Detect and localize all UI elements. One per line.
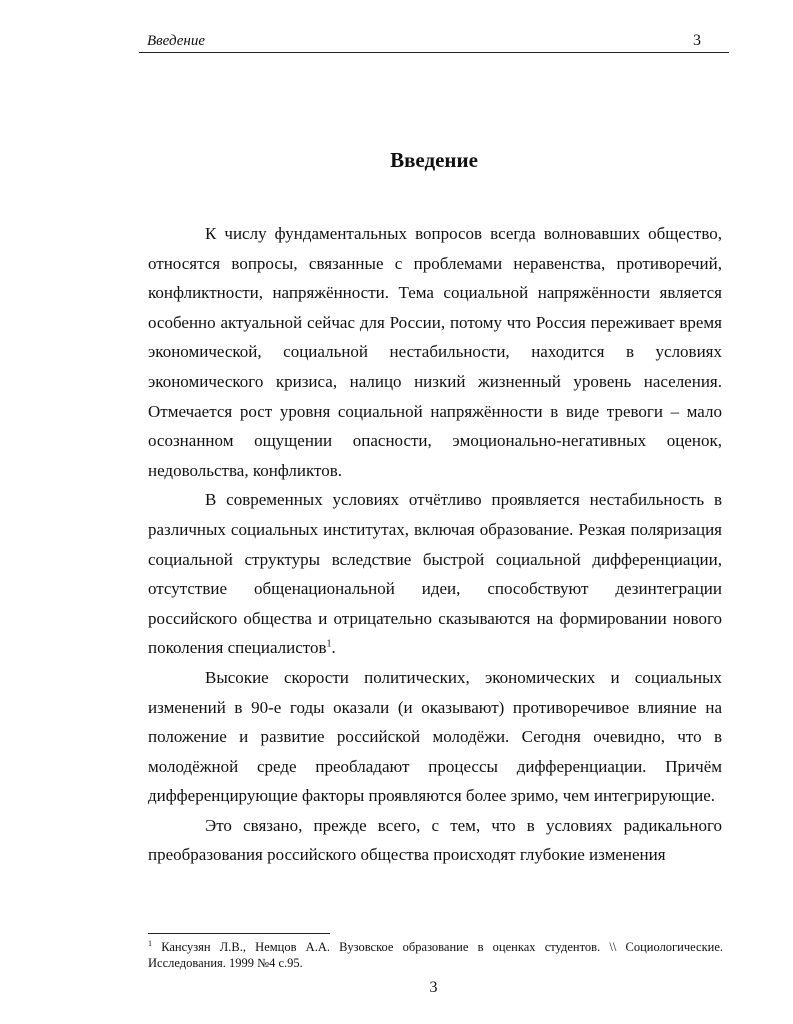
paragraph-4: Это связано, прежде всего, с тем, что в условиях радикального преобразования российского общества происходят глубокие изменения (148, 815, 722, 865)
footnote (148, 939, 723, 971)
running-head (139, 30, 729, 53)
paragraph-2: В современных условиях отчётливо проявляется нестабильность в различных социальных институтах, включая образование. Резкая поляризация социальной структуры вследствие быстрой социальной дифференциации, отсутствие общенациональной идеи, способствуют дезинтеграции российского общества и отрицательно сказываются на формировании нового поколения специалистов$^1$. (148, 490, 722, 658)
paragraph-2-text: В современных условиях отчётливо проявляется нестабильность в различных социальных институтах, включая образование. Резкая поляризация социальной структуры вследствие быстрой социальной дифференциации, отсутствие общенациональной идеи, способствуют дезинтеграции российского общества и отрицательно сказываются на формировании нового поколения специалистов (148, 490, 722, 658)
body-text (148, 219, 722, 870)
footnote-reference: 1 (326, 638, 332, 650)
running-head-page-number: 3 (693, 32, 701, 49)
page-number: 3 (429, 979, 438, 996)
section-heading: Введение (390, 148, 478, 172)
footnote-separator (148, 933, 330, 934)
footnote-marker: 1 (148, 938, 152, 948)
paragraph-3: Высокие скорости политических, экономических и социальных изменений в 90-е годы оказали (и оказывают) противоречивое влияние на положение и развитие российской молодёжи. Сегодня очевидно, что в молодёжной среде преобладают процессы дифференциации. Причём дифференцирующие факторы проявляются более зримо, чем интегрирующие. (148, 667, 722, 806)
footnote-text: Кансузян Л.В., Немцов А.А. Вузовское образование в оценках студентов. \\ Социологические. Исследования. 1999 №4 с.95. (148, 940, 724, 970)
paragraph-1: К числу фундаментальных вопросов всегда волновавших общество, относятся вопросы, связанные с проблемами неравенства, противоречий, конфликтности, напряжённости. Тема социальной напряжённости является особенно актуальной сейчас для России, потому что Россия переживает время экономической, социальной нестабильности, находится в условиях экономического кризиса, налицо низкий жизненный уровень населения. Отмечается рост уровня социальной напряжённости в виде тревоги – мало осознанном ощущении опасности, эмоционально-негативных оценок, недовольства, конфликтов. (148, 224, 722, 480)
running-head-title: Введение (147, 33, 205, 49)
